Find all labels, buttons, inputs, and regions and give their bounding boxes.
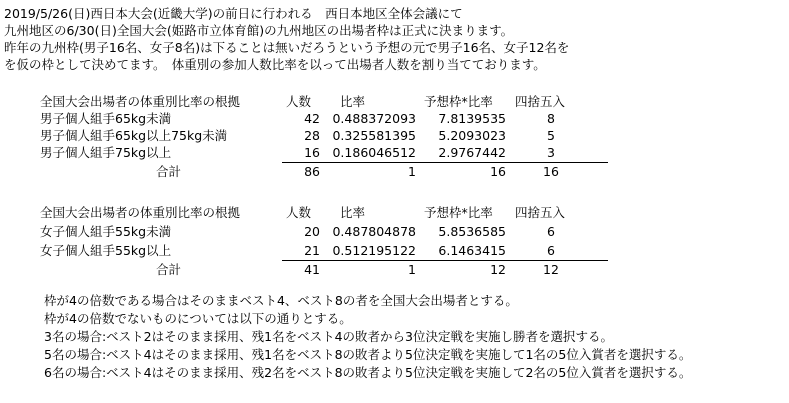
total-expected: 12 — [490, 262, 506, 277]
header-rounded: 四捨五入 — [515, 94, 566, 109]
rule-line-2: 枠が4の倍数でないものについては以下の通りとする。 — [44, 311, 352, 326]
header-basis: 全国大会出場者の体重別比率の根拠 — [40, 94, 241, 109]
row-label: 女子個人組手55kg未満 — [40, 224, 172, 239]
rule-line-5: 6名の場合:ベスト4はそのまま採用、残2名をベスト8の敗者より5位決定戦を実施して2名の5位入賞者を選択する。 — [44, 365, 692, 380]
intro-line-4: を仮の枠として決めてます。 体重別の参加人数比率を以って出場者人数を割り当てております。 — [4, 57, 546, 72]
row-label: 男子個人組手65kg未満 — [40, 111, 172, 126]
rule-line-4: 5名の場合:ベスト4はそのまま採用、残1名をベスト8の敗者より5位決定戦を実施して1名の5位入賞者を選択する。 — [44, 347, 692, 362]
row-label: 男子個人組手65kg以上75kg未満 — [40, 128, 228, 143]
total-expected: 16 — [490, 164, 506, 179]
row-ratio: 0.325581395 — [332, 128, 416, 143]
row-expected: 2.9767442 — [438, 145, 506, 160]
total-label: 合計 — [156, 262, 182, 277]
row-ratio: 0.487804878 — [332, 224, 416, 239]
total-rounded: 12 — [543, 262, 559, 277]
row-ratio: 0.512195122 — [332, 243, 416, 258]
total-ratio: 1 — [408, 262, 416, 277]
row-count: 28 — [304, 128, 320, 143]
row-label: 女子個人組手55kg以上 — [40, 243, 172, 258]
row-count: 20 — [304, 224, 320, 239]
header-count: 人数 — [286, 94, 312, 109]
header-expected: 予想枠*比率 — [424, 205, 493, 220]
total-ratio: 1 — [408, 164, 416, 179]
intro-line-2: 九州地区の6/30(日)全国大会(姫路市立体育館)の九州地区の出場者枠は正式に決まります。 — [4, 23, 514, 38]
row-count: 16 — [304, 145, 320, 160]
row-expected: 6.1463415 — [438, 243, 506, 258]
intro-line-3: 昨年の九州枠(男子16名、女子8名)は下ることは無いだろうという予想の元で男子16名、女子12名を — [4, 40, 570, 55]
rule-line-1: 枠が4の倍数である場合はそのままベスト4、ベスト8の者を全国大会出場者とする。 — [44, 293, 518, 308]
row-ratio: 0.186046512 — [332, 145, 416, 160]
row-rounded: 6 — [547, 243, 555, 258]
row-expected: 7.8139535 — [438, 111, 506, 126]
total-divider — [282, 260, 608, 261]
header-expected: 予想枠*比率 — [424, 94, 493, 109]
row-count: 21 — [304, 243, 320, 258]
header-count: 人数 — [286, 205, 312, 220]
row-expected: 5.8536585 — [438, 224, 506, 239]
total-count: 86 — [304, 164, 320, 179]
total-divider — [282, 162, 608, 163]
row-rounded: 3 — [547, 145, 555, 160]
row-count: 42 — [304, 111, 320, 126]
row-rounded: 6 — [547, 224, 555, 239]
header-ratio: 比率 — [340, 94, 366, 109]
header-basis: 全国大会出場者の体重別比率の根拠 — [40, 205, 241, 220]
row-expected: 5.2093023 — [438, 128, 506, 143]
rule-line-3: 3名の場合:ベスト2はそのまま採用、残1名をベスト4の敗者から3位決定戦を実施し勝者を選択する。 — [44, 329, 613, 344]
total-rounded: 16 — [543, 164, 559, 179]
total-label: 合計 — [156, 164, 182, 179]
intro-line-1: 2019/5/26(日)西日本大会(近畿大学)の前日に行われる 西日本地区全体会議にて — [4, 6, 463, 21]
row-label: 男子個人組手75kg以上 — [40, 145, 172, 160]
row-rounded: 8 — [547, 111, 555, 126]
header-ratio: 比率 — [340, 205, 366, 220]
row-rounded: 5 — [547, 128, 555, 143]
row-ratio: 0.488372093 — [332, 111, 416, 126]
total-count: 41 — [304, 262, 320, 277]
header-rounded: 四捨五入 — [515, 205, 566, 220]
